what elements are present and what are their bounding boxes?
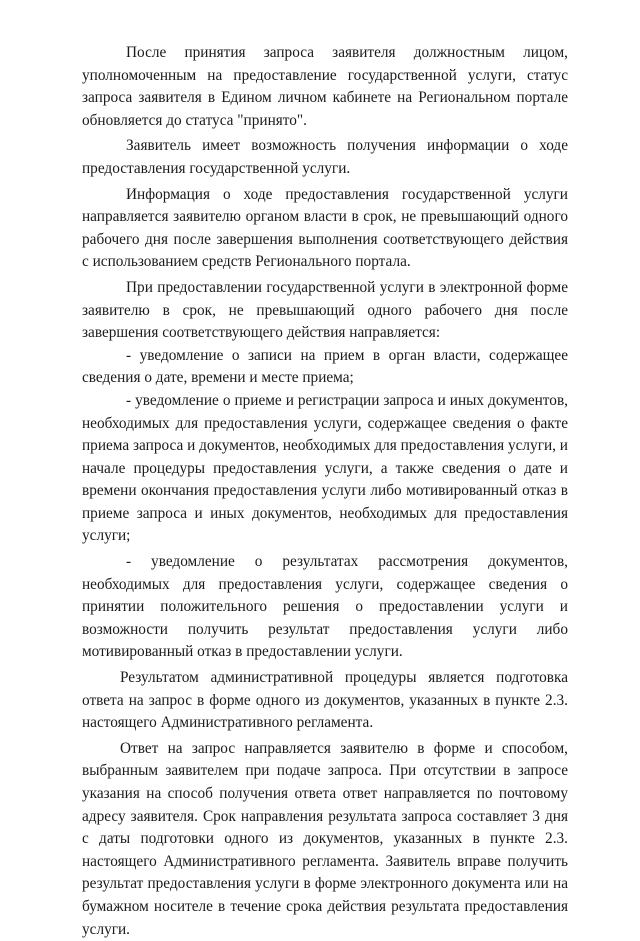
paragraph-status-update: После принятия запроса заявителя должностным лицом, уполномоченным на предоставление государственной услуги, статус запроса заявителя в Едином личном кабинете на Региональном портале обновляется до статуса "принято". — [82, 44, 568, 129]
paragraph-progress-notice: Информация о ходе предоставления государственной услуги направляется заявителю органом власти в срок, не превышающий одного рабочего дня после завершения выполнения соответствующего действия с использованием средств Регионального портала. — [82, 185, 568, 271]
list-item-appointment-notice: - уведомление о записи на прием в орган власти, содержащее сведения о дате, времени и месте приема; — [82, 346, 568, 387]
list-item-registration-notice: - уведомление о приеме и регистрации запроса и иных документов, необходимых для предоставления услуги, содержащее сведения о факте приема запроса и документов, необходимых для предоставления услуги, и начале процедуры предоставления услуги, а также сведения о дате и времени окончания предоставления услуги либо мотивированный отказ в приеме запроса и иных документов, необходимых для предоставления услуги; — [82, 391, 568, 545]
paragraph-procedure-result: Результатом административной процедуры является подготовка ответа на запрос в форме одного из документов, указанных в пункте 2.3. настоящего Административного регламента. — [82, 669, 568, 732]
document-body — [82, 42, 568, 941]
paragraph-response-delivery: Ответ на запрос направляется заявителю в форме и способом, выбранным заявителем при подаче запроса. При отсутствии в запросе указания на способ получения ответа ответ направляется по почтовому адресу заявителя. Срок направления результата запроса составляет 3 дня с даты подготовки одного из документов, указанных в пункте 2.3. настоящего Административного регламента. Заявитель вправе получить результат предоставления услуги в форме электронного документа или на бумажном носителе в течение срока действия результата предоставления услуги. — [82, 739, 568, 938]
paragraph-electronic-form: При предоставлении государственной услуги в электронной форме заявителю в срок, не превышающий одного рабочего дня после завершения соответствующего действия направляется: — [82, 278, 568, 342]
list-item-review-results-notice: - уведомление о результатах рассмотрения документов, необходимых для предоставления услуги, содержащее сведения о принятии положительного решения о предоставлении услуги и возможности получить результат предоставления услуги либо мотивированный отказ в предоставлении услуги. — [82, 553, 568, 661]
paragraph-progress-info: Заявитель имеет возможность получения информации о ходе предоставления государственной услуги. — [82, 137, 568, 177]
